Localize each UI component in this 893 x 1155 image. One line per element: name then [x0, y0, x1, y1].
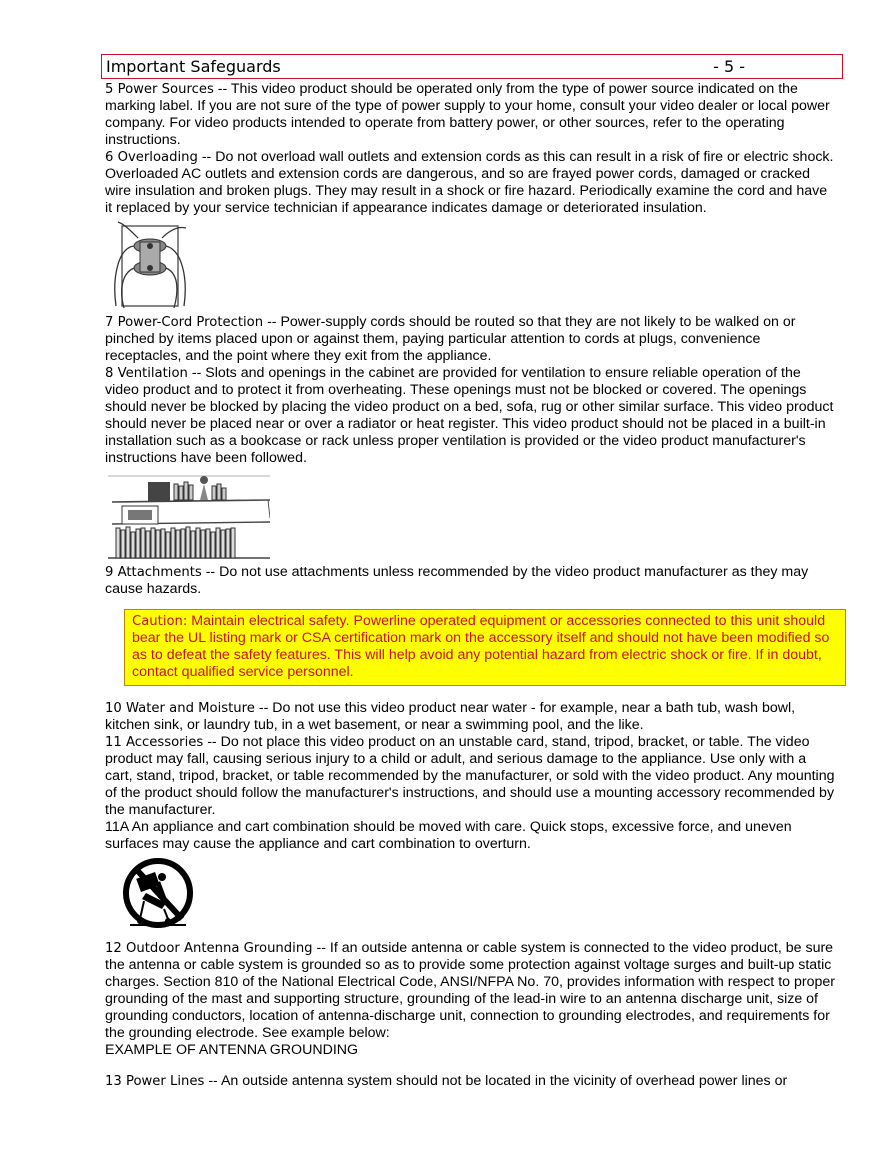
section-block-7-8 [105, 314, 835, 467]
section-7-text: -- Power-supply cords should be routed so that they are not likely to be walked on or pinched by items placed upon or against them, paying particular attention to cords at plugs, convenience receptacles, and the point where they exit from the appliance. [105, 314, 796, 364]
section-8-text: -- Slots and openings in the cabinet are provided for ventilation to ensure reliable operation of the video product and to protect it from overheating. These openings must not be blocked or covered. The openings should never be blocked by placing the video product on a bed, sofa, rug or other similar surface. This video product should never be placed near or over a radiator or heat register. This video product should not be placed in a built-in installation such as a bookcase or rack unless proper ventilation is provided or the video product manufacturer's instructions have been followed. [105, 365, 834, 466]
section-8 [105, 365, 835, 467]
bookcase-ventilation-illustration [108, 466, 270, 560]
section-block-9 [105, 564, 835, 598]
section-5-text: -- This video product should be operated only from the type of power source indicated on the marking label. If you are not sure of the type of power supply to your home, consult your video dealer or local power company. For video products intended to operate from battery power, or other sources, refer to the operating instructions. [105, 81, 830, 148]
section-9-text: -- Do not use attachments unless recommended by the video product manufacturer as they may cause hazards. [105, 564, 809, 597]
caution-text: Maintain electrical safety. Powerline operated equipment or accessories connected to this unit should bear the UL listing mark or CSA certification mark on the accessory itself and should not have been modified so as to defeat the safety features. This will help avoid any potential hazard from electric shock or fire. If in doubt, contact qualified service personnel. [132, 613, 830, 680]
section-12 [105, 940, 835, 1042]
section-8-heading: 8 Ventilation [105, 366, 188, 381]
section-11a: 11A An appliance and cart combination should be moved with care. Quick stops, excessive force, and uneven surfaces may cause the appliance and cart combination to overturn. [105, 819, 792, 852]
header-title: Important Safeguards [106, 57, 281, 76]
section-9-heading: 9 Attachments [105, 565, 202, 580]
section-5-heading: 5 Power Sources [105, 82, 214, 97]
section-7 [105, 314, 835, 365]
section-10 [105, 700, 835, 734]
caution-label: Caution: [132, 614, 188, 629]
section-13 [105, 1073, 835, 1090]
overloaded-outlet-illustration [108, 218, 196, 310]
page-header [101, 54, 843, 79]
section-block-12 [105, 940, 835, 1059]
page-number: - 5 - [713, 57, 745, 76]
antenna-example-label: EXAMPLE OF ANTENNA GROUNDING [105, 1042, 359, 1058]
section-block-13 [105, 1073, 835, 1090]
section-6-text: -- Do not overload wall outlets and extension cords as this can result in a risk of fire or electric shock. Overloaded AC outlets and extension cords are dangerous, and so are frayed power cords, damaged or cracked wire insulation and broken plugs. They may result in a shock or fire hazard. Periodically examine the cord and have it replaced by your service technician if appearance indicates damage or deteriorated insulation. [105, 149, 834, 216]
cart-tip-over-warning-symbol [122, 857, 194, 931]
section-block-10-11 [105, 700, 835, 853]
section-10-text: -- Do not use this video product near water - for example, near a bath tub, wash bowl, kitchen sink, or laundry tub, in a wet basement, or near a swimming pool, and the like. [105, 700, 796, 733]
section-5 [105, 81, 835, 149]
section-13-text: -- An outside antenna system should not be located in the vicinity of overhead power lines or [204, 1073, 788, 1089]
caution-box [124, 609, 846, 686]
section-11-heading: 11 Accessories [105, 735, 204, 750]
section-7-heading: 7 Power-Cord Protection [105, 315, 264, 330]
section-11 [105, 734, 835, 819]
section-11-text: -- Do not place this video product on an unstable card, stand, tripod, bracket, or table. The video product may fall, causing serious injury to a child or adult, and serious damage to the appliance. Use only with a cart, stand, tripod, bracket, or table recommended by the manufacturer, or sold with the video product. Any mounting of the product should follow the manufacturer's instructions, and should use a mounting accessory recommended by the manufacturer. [105, 734, 835, 818]
section-block-5-6 [105, 81, 835, 217]
section-12-heading: 12 Outdoor Antenna Grounding [105, 941, 313, 956]
section-6 [105, 149, 835, 217]
section-6-heading: 6 Overloading [105, 150, 198, 165]
section-10-heading: 10 Water and Moisture [105, 701, 255, 716]
section-12-text: -- If an outside antenna or cable system is connected to the video product, be sure the antenna or cable system is grounded so as to provide some protection against voltage surges and built-up static charges. Section 810 of the National Electrical Code, ANSI/NFPA No. 70, provides information with respect to proper grounding of the mast and supporting structure, grounding of the lead-in wire to an antenna discharge unit, size of grounding conductors, location of antenna-discharge unit, connection to grounding electrodes, and requirements for the grounding electrode. See example below: [105, 940, 835, 1041]
section-9 [105, 564, 835, 598]
section-13-heading: 13 Power Lines [105, 1074, 205, 1089]
